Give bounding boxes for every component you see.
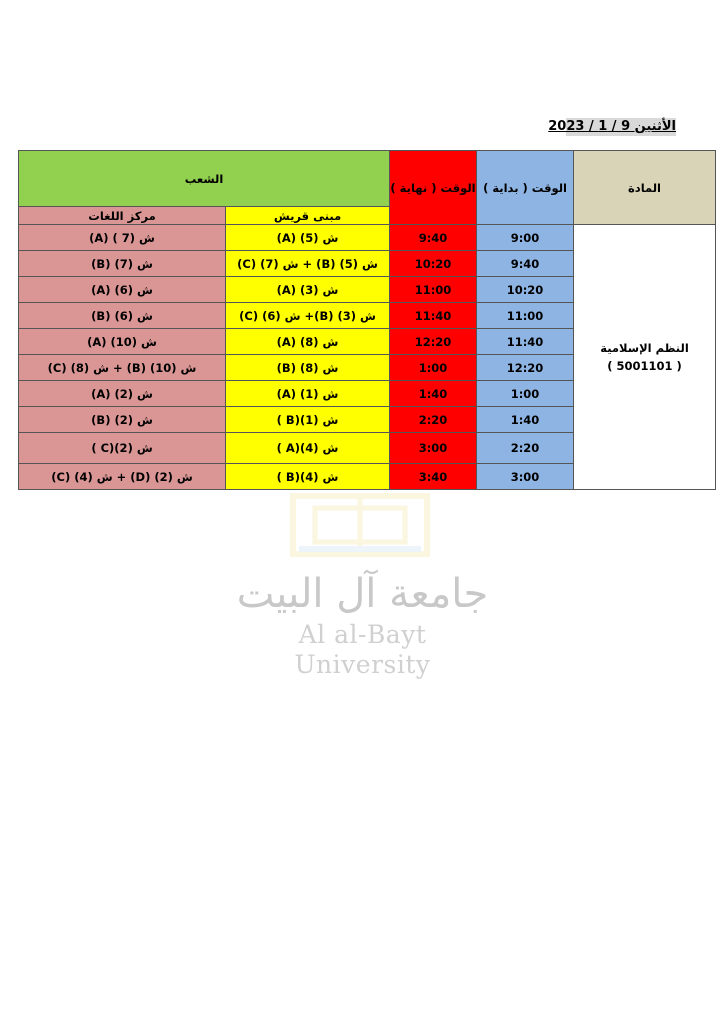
language-center-sections: ش (7) (B) (19, 251, 226, 277)
watermark-arabic: جامعة آل البيت (236, 571, 489, 617)
end-time: 1:40 (390, 381, 477, 407)
qurish-sections: ش (4)(B ) (226, 464, 390, 490)
qurish-sections: ش (8) (B) (226, 355, 390, 381)
language-center-sections: ش (10) (A) (19, 329, 226, 355)
header-start-time: الوقت ( بداية ) (477, 151, 574, 225)
language-center-sections: ش (2) (B) (19, 407, 226, 433)
exam-schedule-table (18, 150, 716, 490)
qurish-sections: ش (8) (A) (226, 329, 390, 355)
language-center-sections: ش (2) (A) (19, 381, 226, 407)
university-watermark (230, 490, 495, 679)
header-subject: المادة (574, 151, 716, 225)
start-time: 2:20 (477, 433, 574, 464)
exam-date-text: الأثنين 9 / 1 / 2023 (548, 119, 676, 134)
end-time: 9:40 (390, 225, 477, 251)
language-center-sections: ش (7 ) (A) (19, 225, 226, 251)
end-time: 11:00 (390, 277, 477, 303)
start-time: 1:40 (477, 407, 574, 433)
university-logo-icon (285, 490, 435, 560)
watermark-english: Al al-Bayt University (294, 620, 431, 679)
end-time: 2:20 (390, 407, 477, 433)
qurish-sections: ش (5) (B) + ش (7) (C) (226, 251, 390, 277)
qurish-sections: ش (4)(A ) (226, 433, 390, 464)
start-time: 11:40 (477, 329, 574, 355)
header-end-time: الوقت ( نهاية ) (390, 151, 477, 225)
start-time: 9:00 (477, 225, 574, 251)
language-center-sections: ش (2) (D) + ش (4) (C) (19, 464, 226, 490)
qurish-sections: ش (5) (A) (226, 225, 390, 251)
language-center-sections: ش (2)(C ) (19, 433, 226, 464)
end-time: 10:20 (390, 251, 477, 277)
language-center-sections: ش (10) (B) + ش (8) (C) (19, 355, 226, 381)
end-time: 3:00 (390, 433, 477, 464)
start-time: 12:20 (477, 355, 574, 381)
end-time: 11:40 (390, 303, 477, 329)
subject-name: النظم الإسلامية (600, 341, 689, 355)
start-time: 1:00 (477, 381, 574, 407)
start-time: 11:00 (477, 303, 574, 329)
language-center-sections: ش (6) (A) (19, 277, 226, 303)
end-time: 1:00 (390, 355, 477, 381)
qurish-sections: ش (3) (B)+ ش (6) (C) (226, 303, 390, 329)
header-language-center: مركز اللغات (19, 207, 226, 225)
start-time: 3:00 (477, 464, 574, 490)
subject-code: ( 5001101 ) (607, 359, 682, 373)
qurish-sections: ش (3) (A) (226, 277, 390, 303)
subject-cell (574, 225, 716, 490)
qurish-sections: ش (1) (A) (226, 381, 390, 407)
end-time: 12:20 (390, 329, 477, 355)
header-sections: الشعب (19, 151, 390, 207)
end-time: 3:40 (390, 464, 477, 490)
exam-date (548, 118, 676, 136)
qurish-sections: ش (1)(B ) (226, 407, 390, 433)
language-center-sections: ش (6) (B) (19, 303, 226, 329)
header-building-qurish: مبنى قريش (226, 207, 390, 225)
start-time: 10:20 (477, 277, 574, 303)
start-time: 9:40 (477, 251, 574, 277)
